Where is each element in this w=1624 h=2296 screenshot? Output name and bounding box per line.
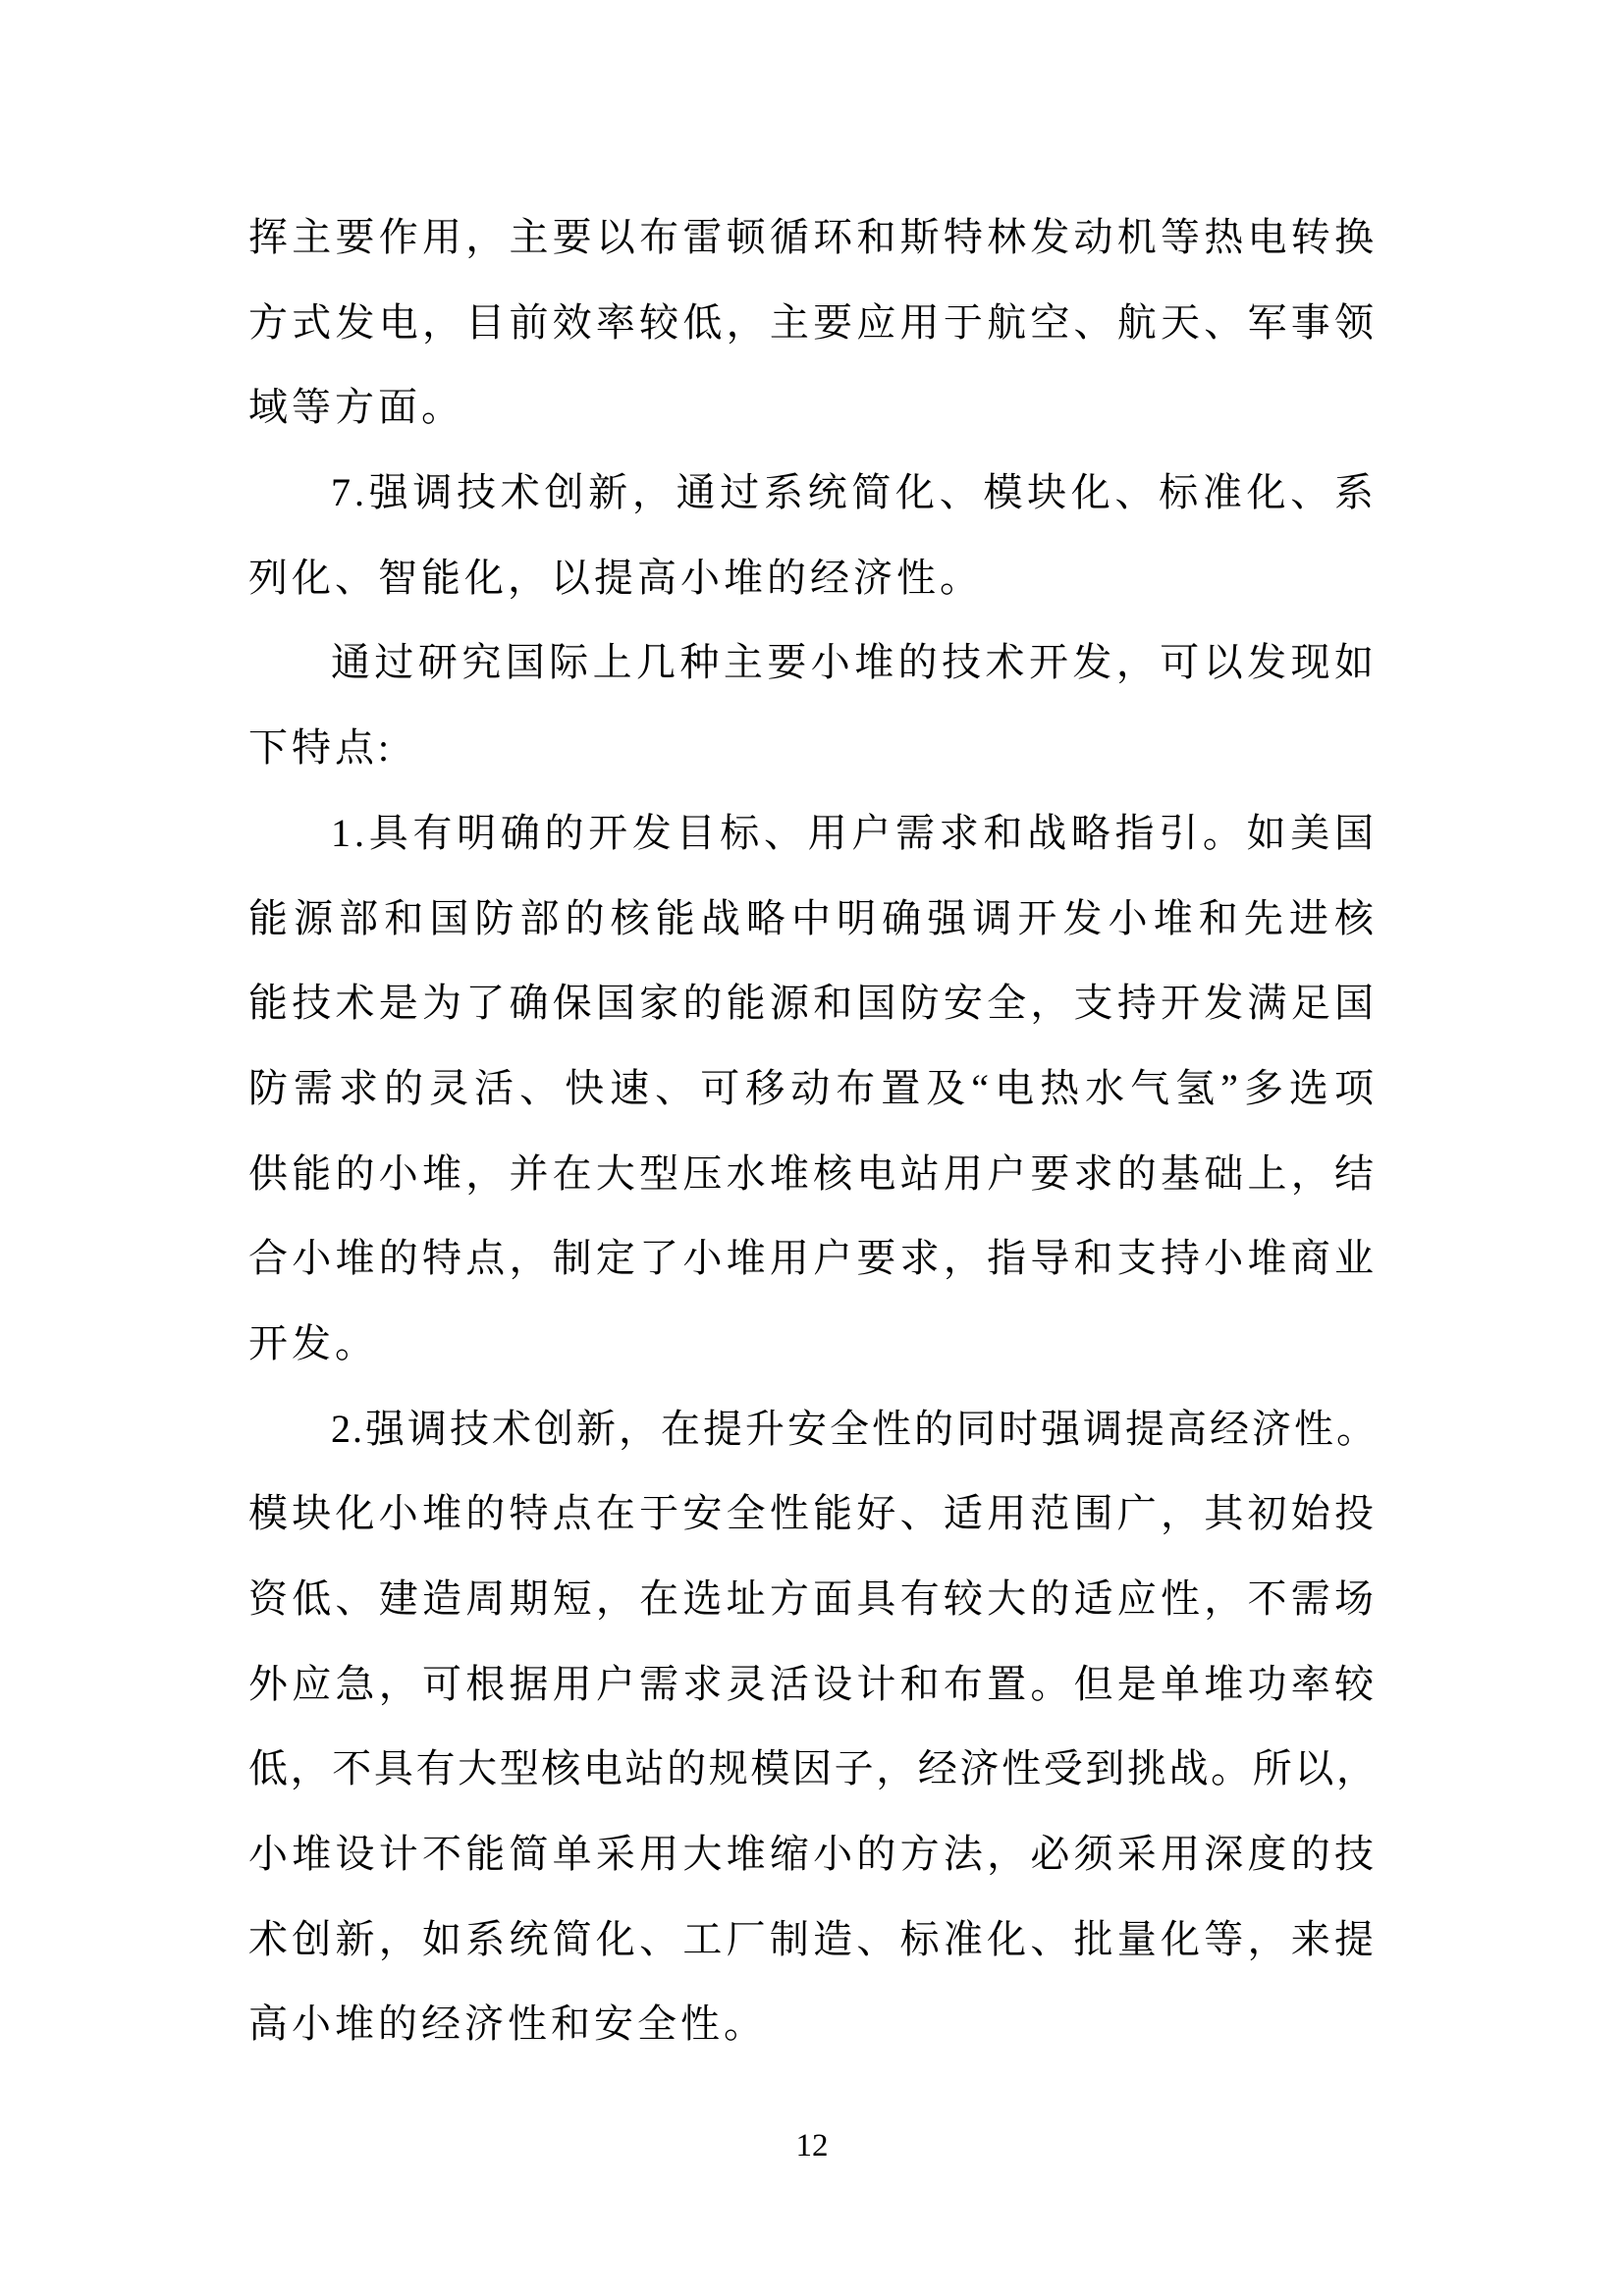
text-line: 合小堆的特点，制定了小堆用户要求，指导和支持小堆商业 bbox=[248, 1236, 1378, 1281]
page-number: 12 bbox=[795, 2128, 829, 2163]
text-line: 能源部和国防部的核能战略中明确强调开发小堆和先进核 bbox=[248, 895, 1378, 940]
text-line: 挥主要作用，主要以布雷顿循环和斯特林发动机等热电转换 bbox=[248, 215, 1378, 259]
text-line: 通过研究国际上几种主要小堆的技术开发，可以发现如 bbox=[331, 640, 1378, 685]
text-line: 外应急，可根据用户需求灵活设计和布置。但是单堆功率较 bbox=[248, 1661, 1378, 1706]
text-block bbox=[248, 195, 1378, 2067]
text-line: 资低、建造周期短，在选址方面具有较大的适应性，不需场 bbox=[248, 1576, 1378, 1621]
text-line: 低，不具有大型核电站的规模因子，经济性受到挑战。所以， bbox=[248, 1746, 1378, 1791]
text-line: 术创新，如系统简化、工厂制造、标准化、批量化等，来提 bbox=[248, 1916, 1378, 1961]
text-line: 1.具有明确的开发目标、用户需求和战略指引。如美国 bbox=[331, 810, 1378, 855]
text-line: 列化、智能化，以提高小堆的经济性。 bbox=[248, 555, 983, 600]
text-line: 模块化小堆的特点在于安全性能好、适用范围广，其初始投 bbox=[248, 1491, 1378, 1536]
text-line: 防需求的灵活、快速、可移动布置及“电热水气氢”多选项 bbox=[248, 1065, 1378, 1110]
text-line: 开发。 bbox=[248, 1320, 378, 1365]
text-line: 能技术是为了确保国家的能源和国防安全，支持开发满足国 bbox=[248, 981, 1378, 1026]
text-line: 小堆设计不能简单采用大堆缩小的方法，必须采用深度的技 bbox=[248, 1832, 1378, 1877]
text-line: 下特点: bbox=[248, 725, 394, 771]
text-line: 供能的小堆，并在大型压水堆核电站用户要求的基础上，结 bbox=[248, 1150, 1378, 1196]
text-line: 高小堆的经济性和安全性。 bbox=[248, 2002, 767, 2047]
text-line: 域等方面。 bbox=[248, 385, 464, 430]
text-line: 7.强调技术创新，通过系统简化、模块化、标准化、系 bbox=[331, 470, 1378, 515]
text-line: 方式发电，目前效率较低，主要应用于航空、航天、军事领 bbox=[248, 299, 1378, 345]
text-line: 2.强调技术创新，在提升安全性的同时强调提高经济性。 bbox=[331, 1406, 1378, 1451]
